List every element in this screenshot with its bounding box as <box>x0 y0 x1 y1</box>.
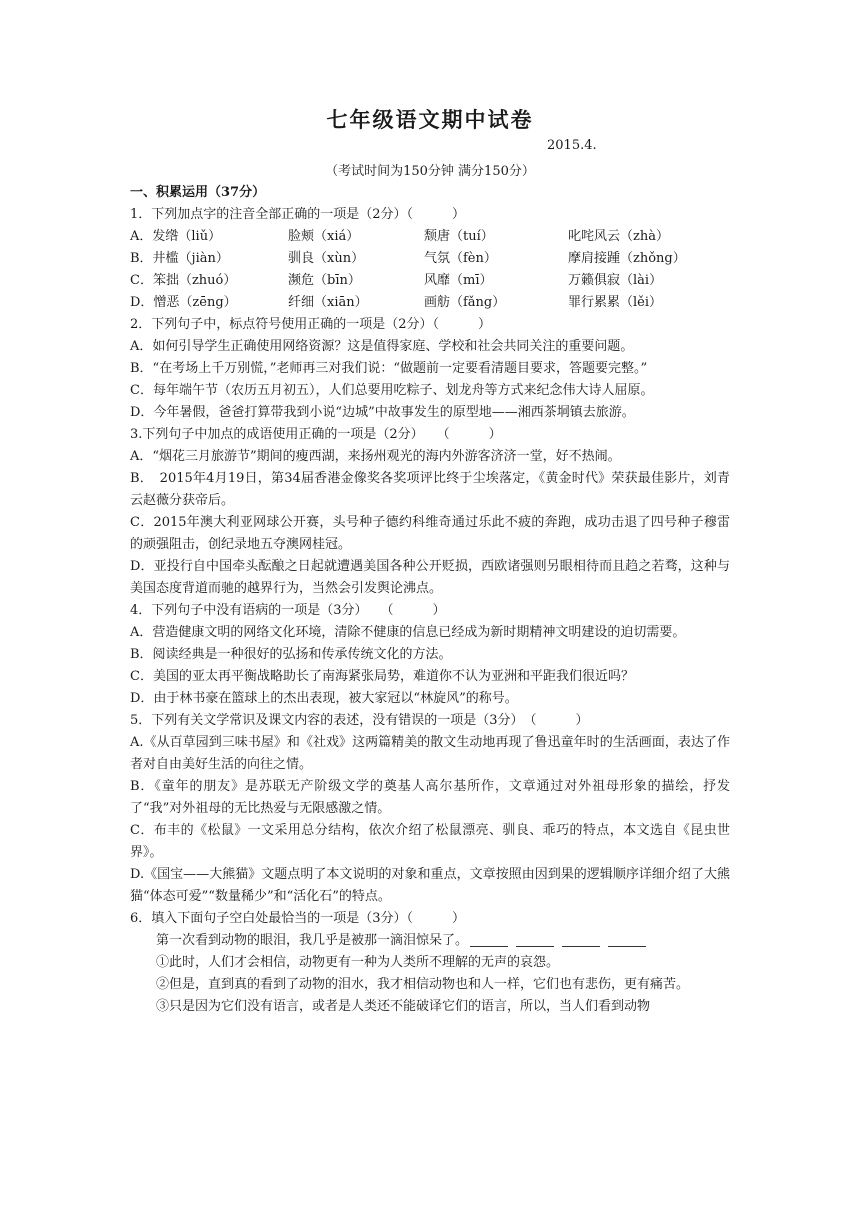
q1-a-1: A．发绺（liǔ） <box>130 229 222 244</box>
q5-stem: 5．下列有关文学常识及课文内容的表述，没有错误的一项是（3分） （ ） <box>130 713 589 728</box>
q4-stem: 4．下列句子中没有语病的一项是（3分） （ ） <box>130 603 446 618</box>
q1-a-4: 叱咤风云（zhà） <box>568 229 669 244</box>
q1-option-b <box>130 248 730 270</box>
q6-lead-text: 第一次看到动物的眼泪，我几乎是被那一滴泪惊呆了。 <box>156 933 469 948</box>
q1-d-4: 罪行累累（lěi） <box>568 295 663 310</box>
q1-d-1: D．憎恶（zēng） <box>130 295 237 310</box>
q6-blanks <box>470 930 654 952</box>
q3-option-c: C．2015年澳大利亚网球公开赛，头号种子德约科维奇通过乐此不疲的奔跑，成功击退了四号种子穆雷的顽强阻击，创纪录地五夺澳网桂冠。 <box>130 515 730 552</box>
q4-option-b: B．阅读经典是一种很好的弘扬和传承传统文化的方法。 <box>130 647 452 662</box>
q1-a-2: 脸颊（xiá） <box>288 229 360 244</box>
q1-stem: 1．下列加点字的注音全部正确的一项是（2分）（ ） <box>130 207 466 222</box>
q6-sentence-1: ①此时，人们才会相信，动物更有一种为人类所不理解的无声的哀怨。 <box>156 955 560 970</box>
q2-option-d: D．今年暑假，爸爸打算带我到小说“边城”中故事发生的原型地——湘西茶垌镇去旅游。 <box>130 405 635 420</box>
q3-stem: 3.下列句子中加点的成语使用正确的一项是（2分） （ ） <box>130 427 502 442</box>
q1-option-a <box>130 226 730 248</box>
q1-option-c <box>130 270 730 292</box>
exam-body <box>130 182 730 1018</box>
q2-stem: 2．下列句子中，标点符号使用正确的一项是（2分）（ ） <box>130 317 492 332</box>
section-heading: 一、积累运用（37分） <box>130 185 266 200</box>
q1-b-2: 驯良（xùn） <box>288 251 365 266</box>
exam-title: 七年级语文期中试卷 <box>326 107 534 132</box>
q4-option-a: A．营造健康文明的网络文化环境，清除不健康的信息已经成为新时期精神文明建设的迫切需要。 <box>130 625 686 640</box>
exam-date: 2015.4. <box>547 138 597 153</box>
q1-b-4: 摩肩接踵（zhǒng） <box>568 251 686 266</box>
q5-option-c: C．布丰的《松鼠》一文采用总分结构，依次介绍了松鼠漂亮、驯良、乖巧的特点，本文选自《昆虫世界》。 <box>130 823 730 860</box>
q1-b-3: 气氛（fèn） <box>424 251 497 266</box>
q1-c-2: 濒危（bīn） <box>288 273 361 288</box>
q6-sentence-3: ③只是因为它们没有语言，或者是人类还不能破译它们的语言，所以，当人们看到动物 <box>156 999 651 1014</box>
q2-option-b: B．“在考场上千万别慌，”老师再三对我们说：“做题前一定要看清题目要求，答题要完整。” <box>130 361 648 376</box>
q6-blank-2 <box>516 934 554 947</box>
q3-option-a: A．“烟花三月旅游节”期间的瘦西湖，来扬州观光的海内外游客济济一堂，好不热闹。 <box>130 449 621 464</box>
q3-option-d: D．亚投行自中国牵头酝酿之日起就遭遇美国各种公开贬损，西欧诸强则另眼相待而且趋之若骛，这种与美国态度背道而驰的越界行为，当然会引发舆论沸点。 <box>130 559 730 596</box>
q5-option-b: B．《童年的朋友》是苏联无产阶级文学的奠基人高尔基所作，文章通过对外祖母形象的描绘，抒发了“我”对外祖母的无比热爱与无限感激之情。 <box>130 779 730 816</box>
q1-a-3: 颓唐（tuí） <box>424 229 494 244</box>
q5-option-a: A.《从百草园到三味书屋》和《社戏》这两篇精美的散文生动地再现了鲁迅童年时的生活画面，表达了作者对自由美好生活的向往之情。 <box>130 735 730 772</box>
q1-d-3: 画舫（fǎng） <box>424 295 506 310</box>
q1-b-1: B．井槛（jiàn） <box>130 251 229 266</box>
q1-option-d <box>130 292 730 314</box>
exam-subtitle: （考试时间为150分钟 满分150分） <box>325 164 535 179</box>
q6-blank-4 <box>608 934 646 947</box>
q3-option-b: B． 2015年4月19日，第34届香港金像奖各奖项评比终于尘埃落定，《黄金时代》荣获最佳影片，刘青云赵薇分获帝后。 <box>130 471 730 508</box>
q5-option-d: D.《国宝——大熊猫》文题点明了本文说明的对象和重点，文章按照由因到果的逻辑顺序详细介绍了大熊猫“体态可爱”“数量稀少”和“活化石”的特点。 <box>130 867 730 904</box>
q4-option-c: C．美国的亚太再平衡战略助长了南海紧张局势，难道你不认为亚洲和平距我们很近吗？ <box>130 669 634 684</box>
q6-sentence-2: ②但是，直到真的看到了动物的泪水，我才相信动物也和人一样，它们也有悲伤，更有痛苦。 <box>156 977 690 992</box>
q2-option-a: A．如何引导学生正确使用网络资源？这是值得家庭、学校和社会共同关注的重要问题。 <box>130 339 634 354</box>
q4-option-d: D．由于林书豪在篮球上的杰出表现，被大家冠以“林旋风”的称号。 <box>130 691 518 706</box>
q6-stem: 6．填入下面句子空白处最恰当的一项是（3分）（ ） <box>130 911 466 926</box>
q1-c-1: C．笨拙（zhuó） <box>130 273 237 288</box>
q1-d-2: 纤细（xiān） <box>288 295 368 310</box>
q2-option-c: C．每年端午节（农历五月初五），人们总要用吃粽子、划龙舟等方式来纪念伟大诗人屈原。 <box>130 383 654 398</box>
q1-c-3: 风靡（mī） <box>424 273 493 288</box>
q6-blank-3 <box>562 934 600 947</box>
q6-blank-1 <box>470 934 508 947</box>
q1-c-4: 万籁俱寂（lài） <box>568 273 663 288</box>
q6-lead <box>130 930 730 952</box>
